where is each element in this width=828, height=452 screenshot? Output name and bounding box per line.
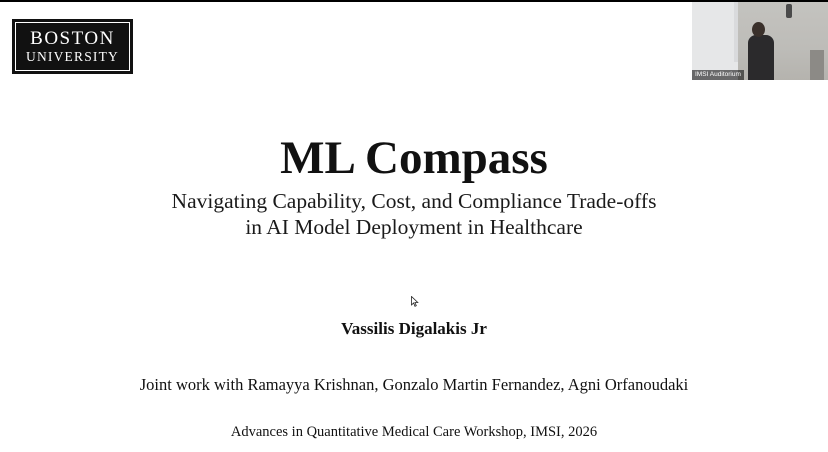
subtitle-line1: Navigating Capability, Cost, and Compliance Trade-offs xyxy=(171,189,657,213)
slide-subtitle xyxy=(0,188,828,240)
logo-text-line1: BOSTON xyxy=(30,28,115,49)
logo-text-line2: UNIVERSITY xyxy=(26,49,119,64)
mouse-pointer-icon xyxy=(411,296,419,307)
speaker-head xyxy=(752,22,765,37)
logo-frame xyxy=(15,22,130,71)
webcam-door xyxy=(810,50,824,80)
ceiling-mic xyxy=(786,4,792,18)
boston-university-logo xyxy=(12,19,133,74)
slide-title: ML Compass xyxy=(280,132,548,184)
author-name: Vassilis Digalakis Jr xyxy=(341,319,487,338)
subtitle-line2: in AI Model Deployment in Healthcare xyxy=(245,215,583,239)
speaker-body xyxy=(748,35,774,80)
venue-line: Advances in Quantitative Medical Care Workshop, IMSI, 2026 xyxy=(230,424,598,440)
webcam-location-label: IMSI Auditorium xyxy=(692,70,744,80)
speaker-webcam-thumbnail[interactable] xyxy=(692,2,828,80)
joint-work-credits: Joint work with Ramayya Krishnan, Gonzalo Martin Fernandez, Agni Orfanoudaki xyxy=(139,375,689,394)
